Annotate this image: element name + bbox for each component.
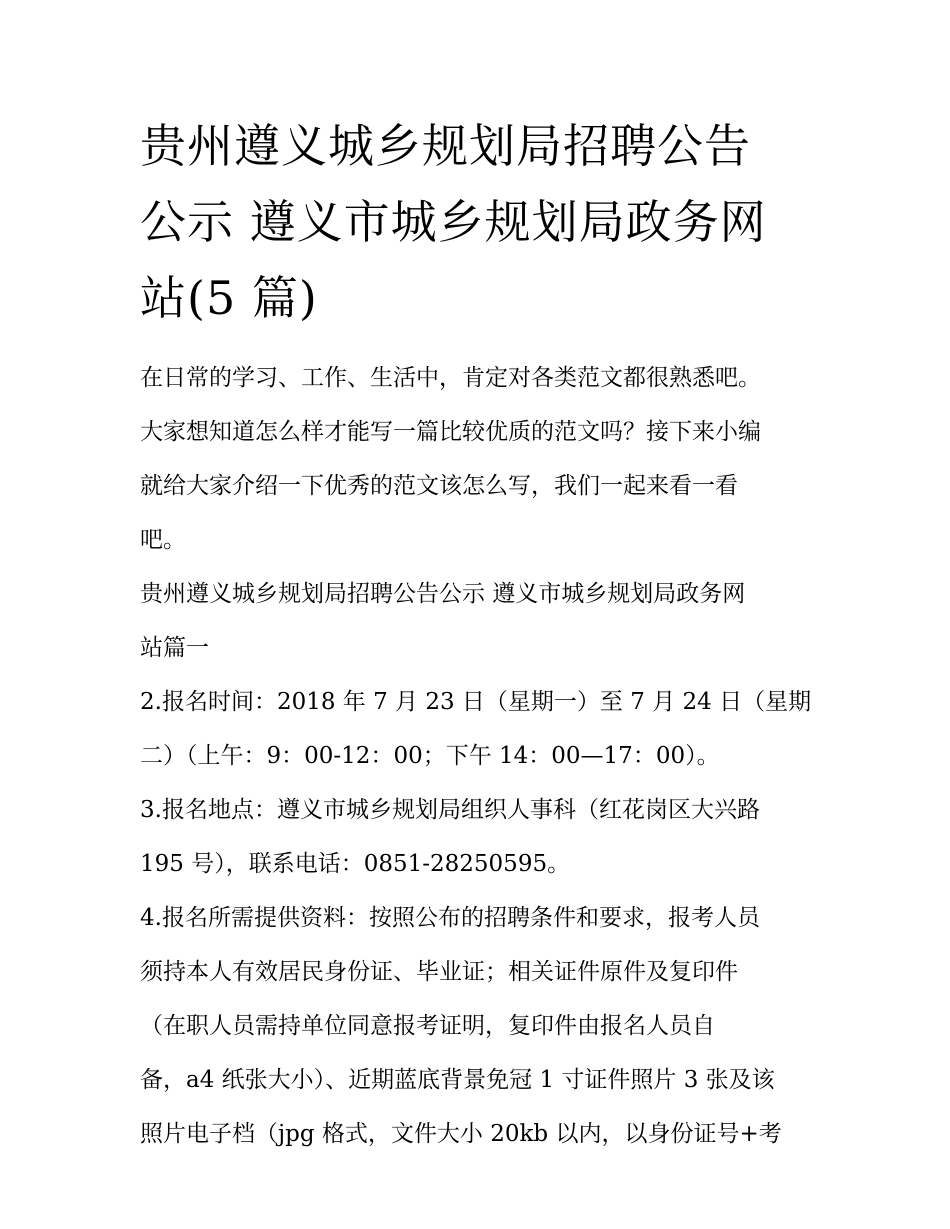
body-line: 就给大家介绍一下优秀的范文该怎么写，我们一起来看一看	[140, 473, 738, 499]
body-line: 照片电子档（jpg 格式，文件大小 20kb 以内，以身份证号+考	[140, 1121, 782, 1147]
title-line: 贵州遵义城乡规划局招聘公告	[140, 119, 751, 173]
body-line: 备，a4 纸张大小）、近期蓝底背景免冠 1 寸证件照片 3 张及该	[140, 1067, 775, 1093]
body-line: 3.报名地点：遵义市城乡规划局组织人事科（红花岗区大兴路	[140, 797, 760, 823]
body-line: 吧。	[140, 527, 186, 553]
body-line: 大家想知道怎么样才能写一篇比较优质的范文吗？接下来小编	[140, 419, 761, 445]
body-line: 2.报名时间：2018 年 7 月 23 日（星期一）至 7 月 24 日（星期	[140, 689, 812, 715]
document-body	[140, 351, 820, 1161]
document-title	[140, 108, 820, 336]
body-line: （在职人员需持单位同意报考证明，复印件由报名人员自	[140, 1013, 715, 1039]
section-heading-line: 贵州遵义城乡规划局招聘公告公示 遵义市城乡规划局政务网	[140, 581, 746, 607]
body-line: 须持本人有效居民身份证、毕业证；相关证件原件及复印件	[140, 959, 738, 985]
section-heading-line: 站篇一	[140, 635, 209, 661]
body-line: 二）（上午：9：00-12：00；下午 14：00—17：00）。	[140, 743, 720, 769]
body-line: 4.报名所需提供资料：按照公布的招聘条件和要求，报考人员	[140, 905, 760, 931]
title-line: 站(5 篇)	[140, 271, 318, 325]
body-line: 在日常的学习、工作、生活中，肯定对各类范文都很熟悉吧。	[140, 365, 761, 391]
body-line: 195 号），联系电话：0851-28250595。	[140, 851, 571, 877]
title-line: 公示 遵义市城乡规划局政务网	[140, 195, 767, 249]
